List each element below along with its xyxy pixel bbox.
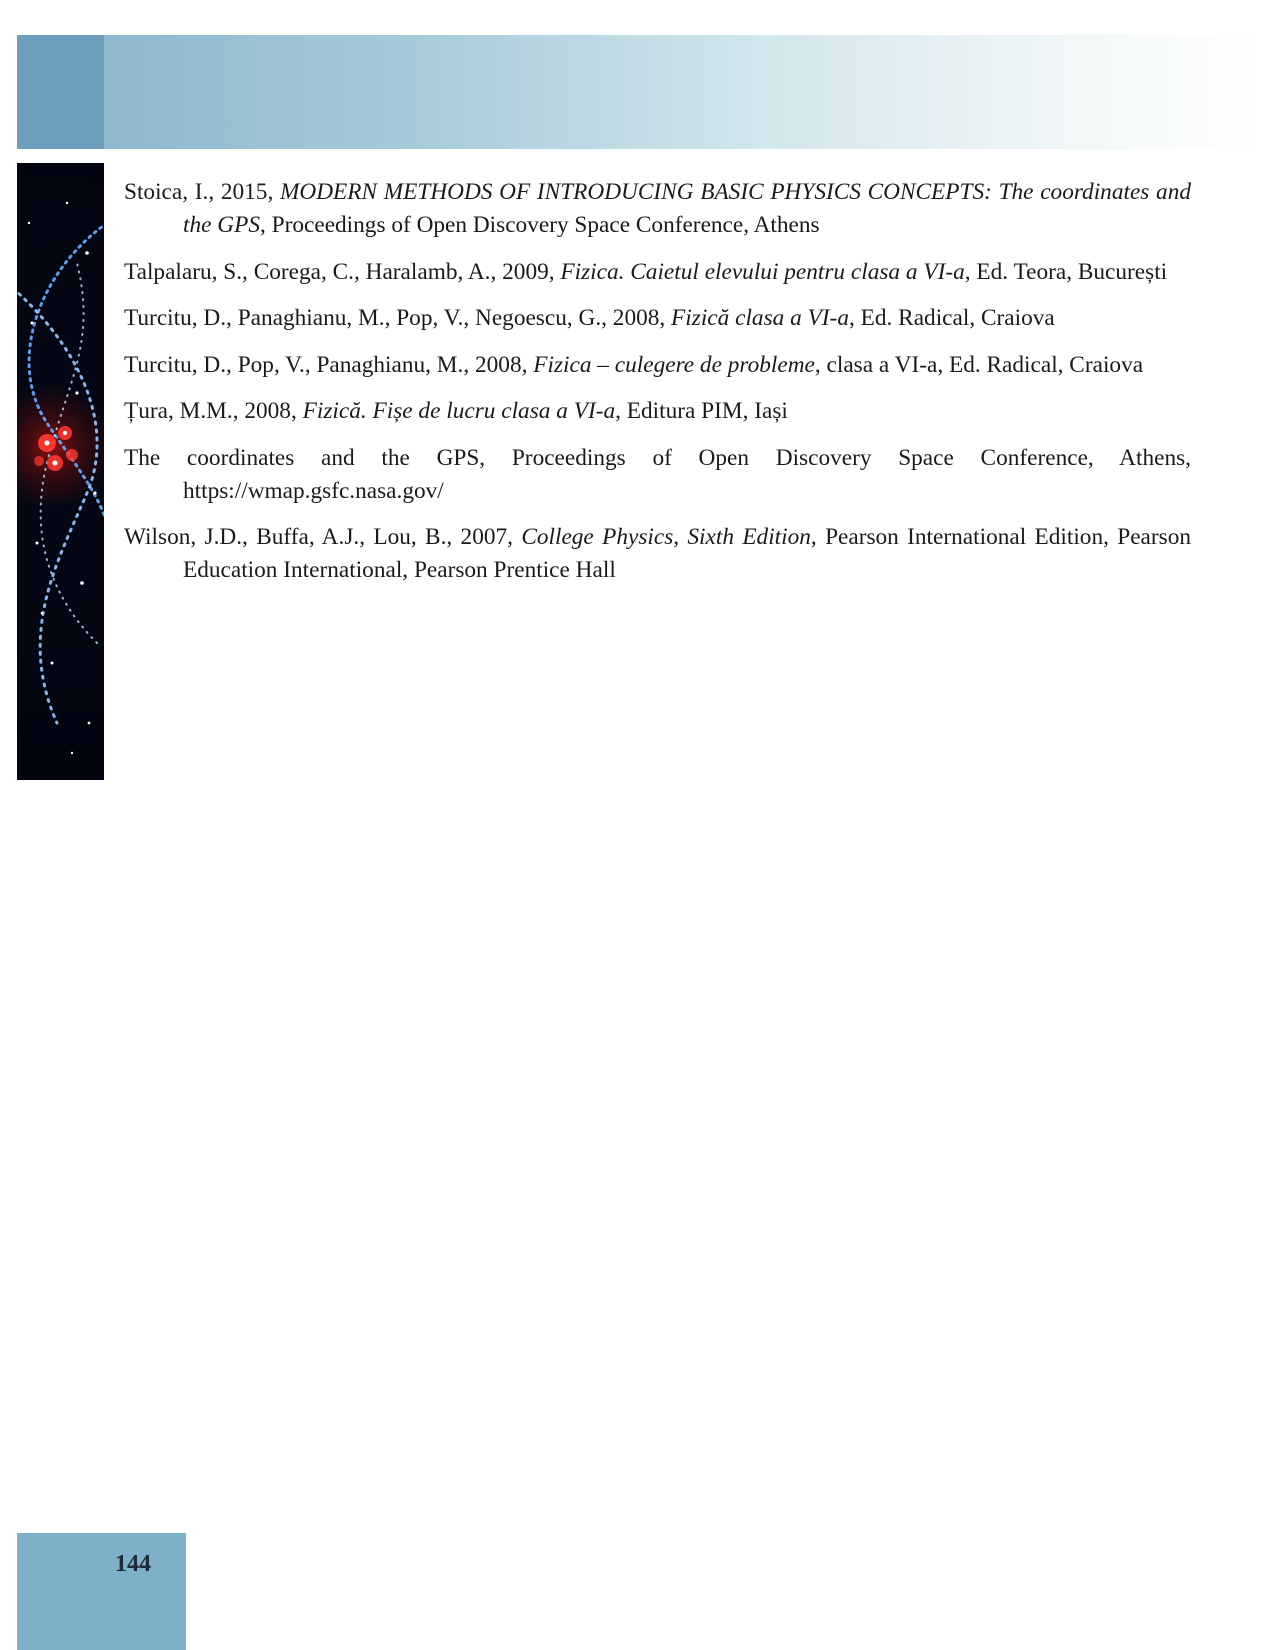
reference-title: MODERN METHODS OF INTRODUCING BASIC PHYSICS CONCEPTS: The coordinates and the GPS bbox=[183, 179, 1191, 238]
reference-text: Talpalaru, S., Corega, C., Haralamb, A., 2009, bbox=[124, 258, 561, 285]
page-number-box bbox=[17, 1533, 186, 1650]
reference-entry bbox=[124, 521, 1191, 587]
reference-text: Stoica, I., 2015, bbox=[124, 179, 280, 205]
reference-entry bbox=[124, 395, 1191, 428]
atom-illustration bbox=[17, 163, 104, 780]
reference-title: College Physics, Sixth Edition bbox=[521, 524, 811, 550]
header-accent-block bbox=[17, 35, 104, 149]
reference-entry bbox=[124, 256, 1191, 289]
reference-entry bbox=[124, 176, 1191, 242]
reference-entry bbox=[124, 302, 1191, 335]
reference-text: , Ed. Radical, Craiova bbox=[848, 305, 1055, 331]
reference-title: Fizică. Fișe de lucru clasa a VI-a bbox=[302, 398, 616, 424]
reference-text: , clasa a VI-a, Ed. Radical, Craiova bbox=[814, 351, 1144, 378]
reference-text: , Editura PIM, Iași bbox=[615, 398, 788, 424]
reference-text: Wilson, J.D., Buffa, A.J., Lou, B., 2007, bbox=[124, 524, 522, 550]
reference-text: , Ed. Teora, București bbox=[964, 258, 1168, 285]
reference-entry bbox=[124, 442, 1191, 508]
reference-title: Fizica – culegere de probleme bbox=[533, 351, 815, 378]
reference-list bbox=[124, 176, 1191, 601]
header-banner bbox=[17, 35, 1260, 149]
reference-title: Fizica. Caietul elevului pentru clasa a VI-a bbox=[560, 258, 965, 285]
reference-text: , Proceedings of Open Discovery Space Conference, Athens bbox=[260, 212, 820, 238]
reference-text: Țura, M.M., 2008, bbox=[124, 398, 303, 424]
reference-text: Turcitu, D., Pop, V., Panaghianu, M., 2008, bbox=[124, 351, 534, 378]
reference-text: , Pearson International Edition, Pearson Education International, Pearson Prentice Hall bbox=[183, 524, 1191, 583]
reference-entry bbox=[124, 349, 1191, 382]
reference-text: Turcitu, D., Panaghianu, M., Pop, V., Negoescu, G., 2008, bbox=[124, 305, 672, 331]
page-number: 144 bbox=[115, 1551, 151, 1577]
reference-title: Fizică clasa a VI-a bbox=[671, 305, 849, 331]
reference-text: The coordinates and the GPS, Proceedings of Open Discovery Space Conference, Athens, https://wmap.gsfc.nasa.gov/ bbox=[124, 444, 1191, 504]
